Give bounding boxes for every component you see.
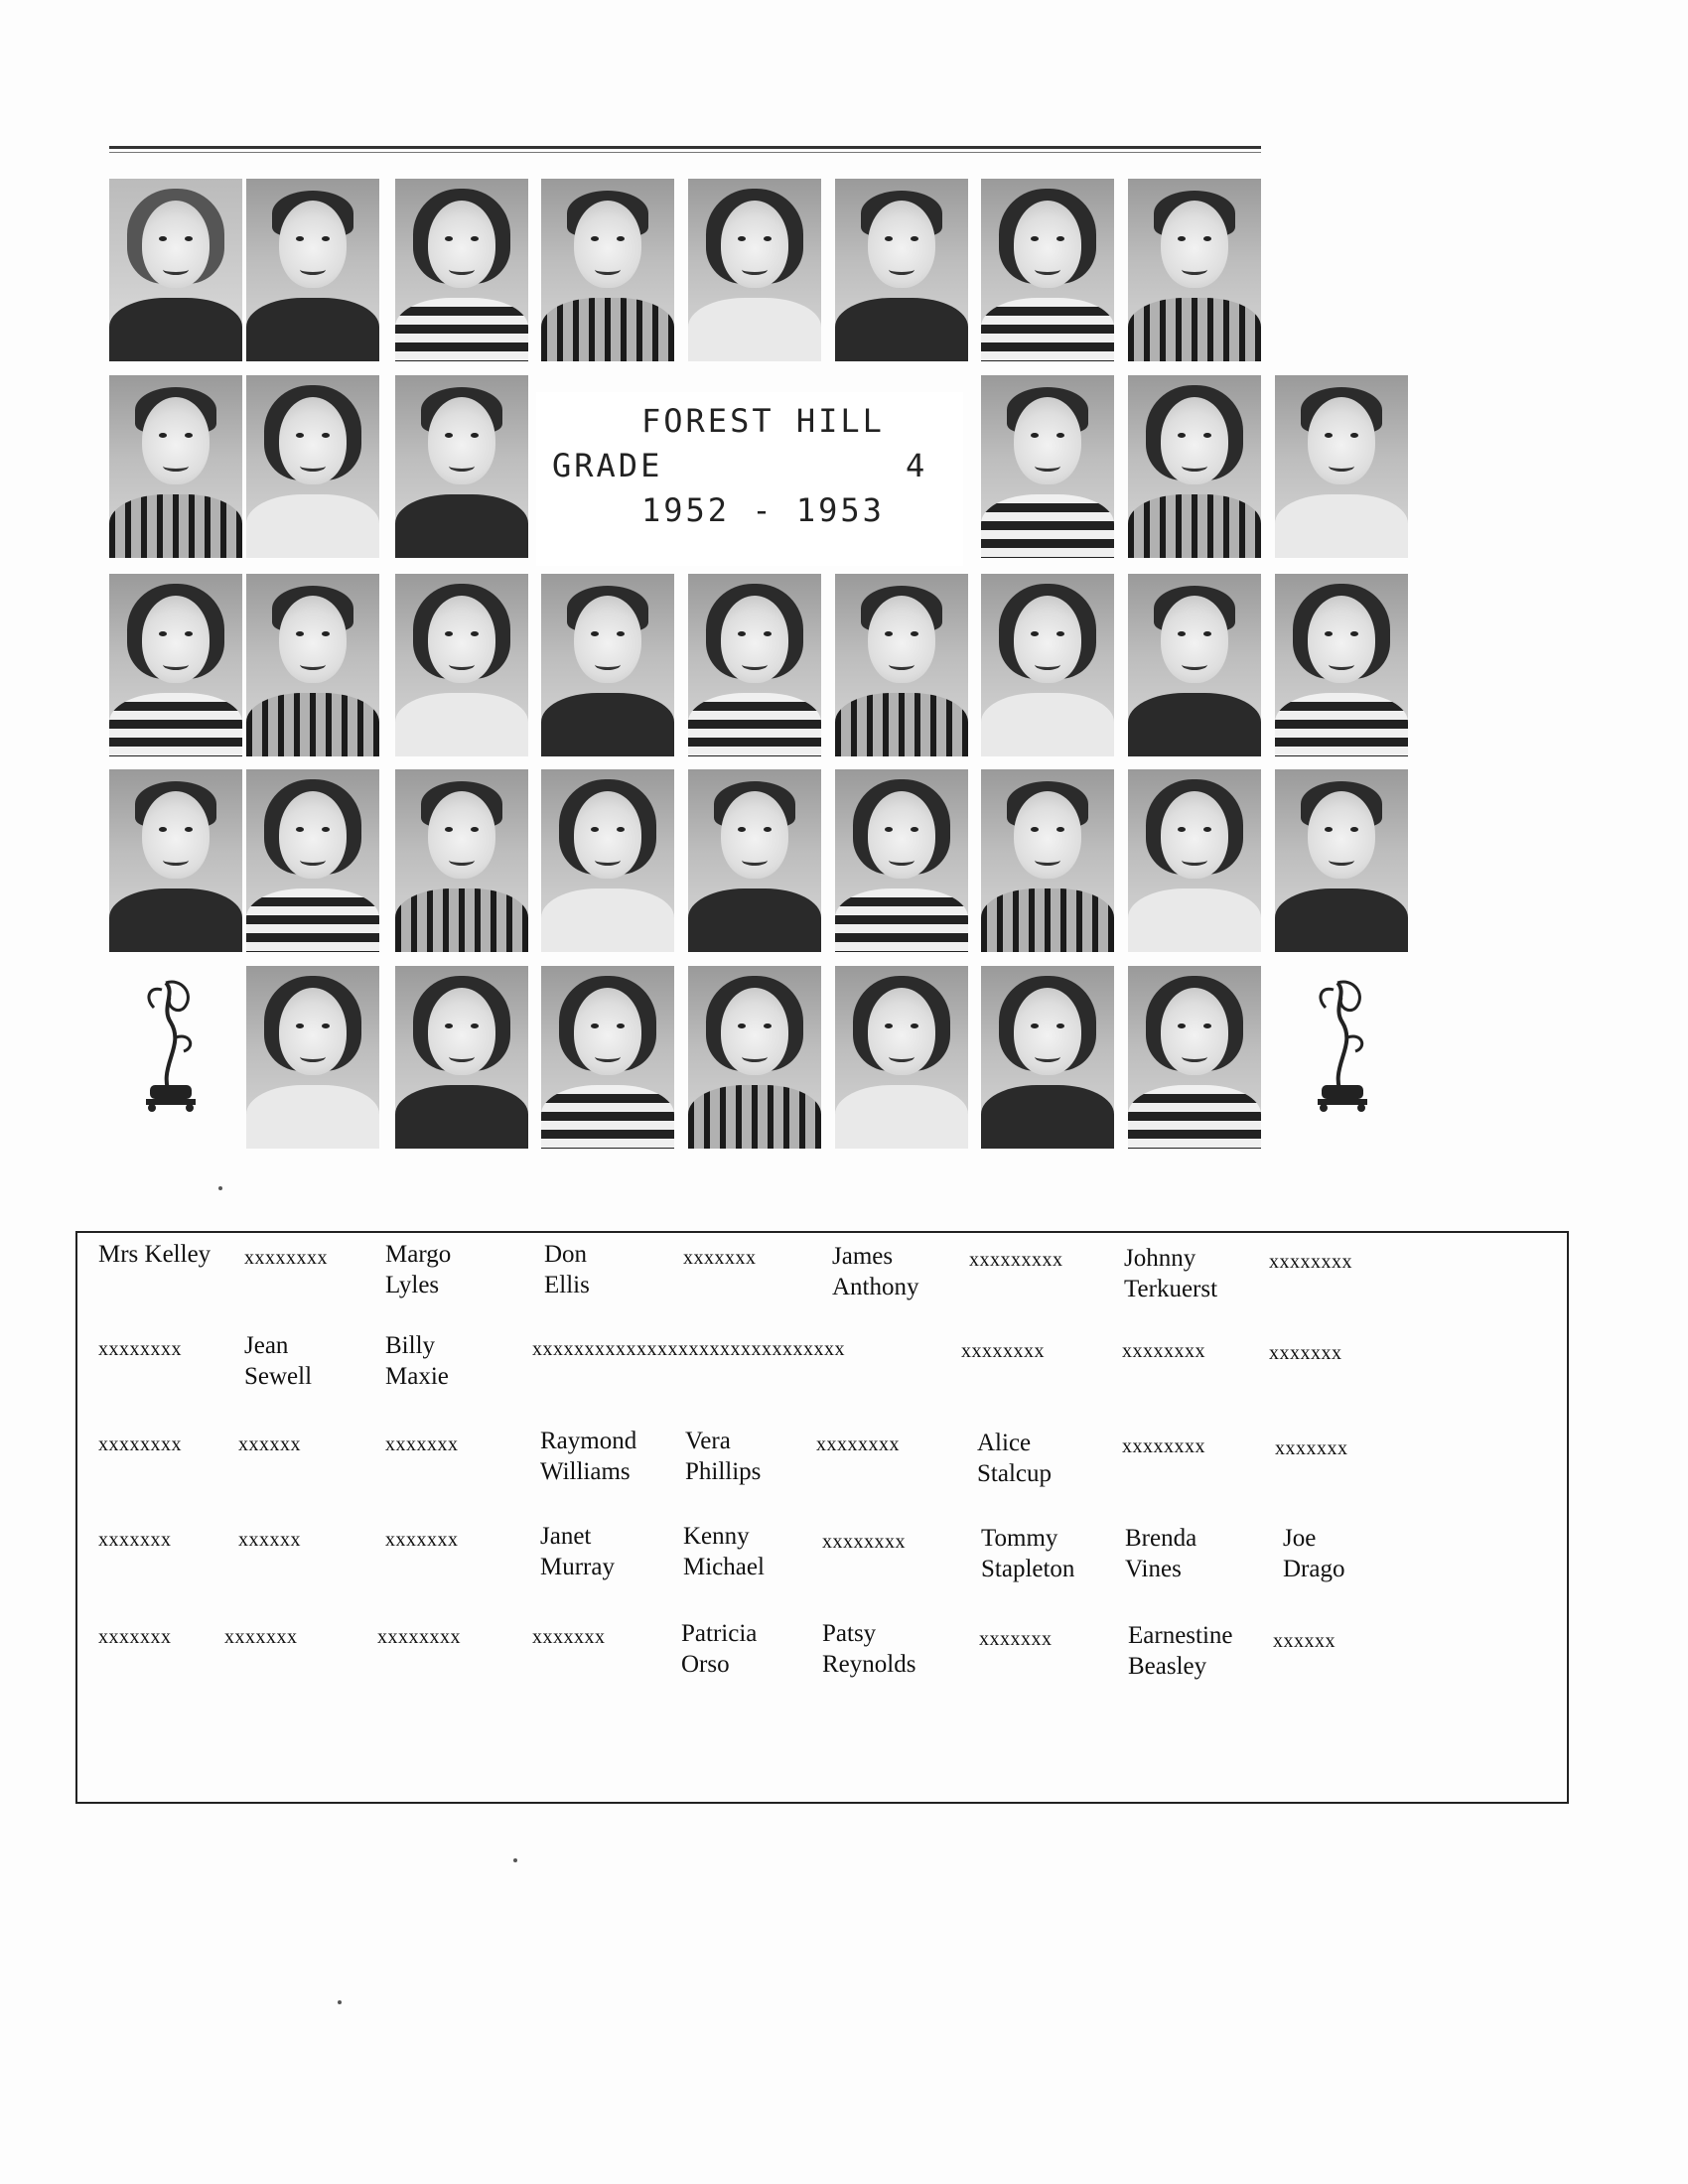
student-portrait: [1128, 966, 1261, 1149]
name-last: Phillips: [685, 1458, 762, 1485]
name-last: Orso: [681, 1651, 730, 1678]
student-portrait: [246, 966, 379, 1149]
name-first: Don: [544, 1241, 588, 1268]
unknown-name: xxxxxx: [1273, 1630, 1336, 1652]
student-portrait: [688, 179, 821, 361]
name-first: Billy: [385, 1332, 436, 1359]
student-portrait: [1275, 574, 1408, 756]
student-portrait: [1275, 375, 1408, 558]
unknown-name: xxxxxxxx: [98, 1433, 182, 1455]
student-portrait: [541, 574, 674, 756]
student-portrait: [541, 966, 674, 1149]
name-last: Anthony: [832, 1274, 919, 1300]
unknown-name: xxxxxxx: [98, 1529, 172, 1551]
name-first: Patsy: [822, 1620, 877, 1647]
school-years: 1952 - 1953: [641, 491, 885, 529]
student-portrait: [109, 375, 242, 558]
scan-speck: [338, 2000, 342, 2004]
unknown-name: xxxxxxxxx: [969, 1249, 1063, 1271]
name-first: Alice: [977, 1430, 1032, 1456]
name-last: Stalcup: [977, 1460, 1052, 1487]
student-portrait: [1128, 179, 1261, 361]
name-last: Drago: [1283, 1556, 1345, 1582]
unknown-name: xxxxxxx: [385, 1529, 459, 1551]
name-key-box: [75, 1231, 1569, 1804]
name-last: Vines: [1125, 1556, 1182, 1582]
unknown-name: xxxxxxxx: [377, 1626, 461, 1648]
unknown-name: xxxxxxxx: [961, 1340, 1045, 1362]
school-name: FOREST HILL: [641, 402, 885, 440]
name-first: Margo: [385, 1241, 452, 1268]
name-first: Tommy: [981, 1525, 1058, 1552]
flower-urn-icon: [1308, 978, 1377, 1112]
student-portrait: [246, 375, 379, 558]
name-first: Patricia: [681, 1620, 758, 1647]
name-first: Vera: [685, 1428, 731, 1454]
unknown-name: xxxxxxx: [1269, 1342, 1342, 1364]
unknown-name: xxxxxxx: [224, 1626, 298, 1648]
unknown-name: xxxxxxxx: [822, 1531, 906, 1553]
student-portrait: [688, 574, 821, 756]
name-first: Brenda: [1125, 1525, 1197, 1552]
scan-speck: [513, 1858, 517, 1862]
student-portrait: [981, 769, 1114, 952]
student-portrait: [541, 769, 674, 952]
unknown-name: xxxxxxx: [979, 1628, 1053, 1650]
name-first: Johnny: [1124, 1245, 1196, 1272]
student-portrait: [395, 966, 528, 1149]
student-portrait: [835, 769, 968, 952]
name-label: Mrs Kelley: [98, 1241, 211, 1268]
student-portrait: [1128, 375, 1261, 558]
grade-label: GRADE: [552, 447, 663, 484]
unknown-name: xxxxxxxx: [244, 1247, 328, 1269]
name-last: Terkuerst: [1124, 1276, 1218, 1302]
student-portrait: [981, 574, 1114, 756]
name-first: Joe: [1283, 1525, 1317, 1552]
name-last: Murray: [540, 1554, 615, 1580]
student-portrait: [835, 966, 968, 1149]
scan-speck: [218, 1186, 222, 1190]
name-first: Raymond: [540, 1428, 637, 1454]
student-portrait: [981, 966, 1114, 1149]
unknown-name: xxxxxxx: [683, 1247, 757, 1269]
unknown-name: xxxxxxx: [385, 1433, 459, 1455]
name-last: Williams: [540, 1458, 631, 1485]
name-last: Ellis: [544, 1272, 590, 1298]
unknown-name: xxxxxx: [238, 1529, 301, 1551]
student-portrait: [395, 179, 528, 361]
unknown-name: xxxxxxx: [98, 1626, 172, 1648]
name-last: Sewell: [244, 1363, 313, 1390]
student-portrait: [835, 574, 968, 756]
student-portrait: [246, 769, 379, 952]
name-first: Earnestine: [1128, 1622, 1233, 1649]
name-first: Janet: [540, 1523, 592, 1550]
name-last: Stapleton: [981, 1556, 1075, 1582]
unknown-name: xxxxxxxx: [98, 1338, 182, 1360]
student-portrait: [981, 375, 1114, 558]
student-portrait: [541, 179, 674, 361]
unknown-name: xxxxxxxx: [1122, 1435, 1205, 1457]
name-last: Michael: [683, 1554, 765, 1580]
name-last: Maxie: [385, 1363, 449, 1390]
student-portrait: [835, 179, 968, 361]
unknown-name: xxxxxxxxxxxxxxxxxxxxxxxxxxxxxx: [532, 1338, 845, 1360]
unknown-name: xxxxxxxx: [1269, 1251, 1352, 1273]
student-portrait: [688, 769, 821, 952]
unknown-name: xxxxxxxx: [816, 1433, 900, 1455]
student-portrait: [109, 769, 242, 952]
student-portrait: [246, 179, 379, 361]
name-last: Reynolds: [822, 1651, 916, 1678]
student-portrait: [1128, 574, 1261, 756]
student-portrait: [688, 966, 821, 1149]
student-portrait: [395, 769, 528, 952]
student-portrait: [1128, 769, 1261, 952]
student-portrait: [1275, 769, 1408, 952]
unknown-name: xxxxxx: [238, 1433, 301, 1455]
name-first: Kenny: [683, 1523, 750, 1550]
unknown-name: xxxxxxx: [1275, 1437, 1348, 1459]
name-last: Lyles: [385, 1272, 440, 1298]
photo-top-border: [109, 146, 1261, 149]
unknown-name: xxxxxxx: [532, 1626, 606, 1648]
name-last: Beasley: [1128, 1653, 1207, 1680]
grade-number: 4: [906, 447, 928, 484]
student-portrait: [246, 574, 379, 756]
flower-urn-icon: [136, 978, 206, 1112]
unknown-name: xxxxxxxx: [1122, 1340, 1205, 1362]
student-portrait: [109, 574, 242, 756]
title-card: [536, 392, 963, 566]
student-portrait: [109, 179, 242, 361]
student-portrait: [395, 375, 528, 558]
name-first: James: [832, 1243, 894, 1270]
student-portrait: [395, 574, 528, 756]
student-portrait: [981, 179, 1114, 361]
name-first: Jean: [244, 1332, 289, 1359]
photo-top-border-shadow: [109, 152, 1261, 153]
